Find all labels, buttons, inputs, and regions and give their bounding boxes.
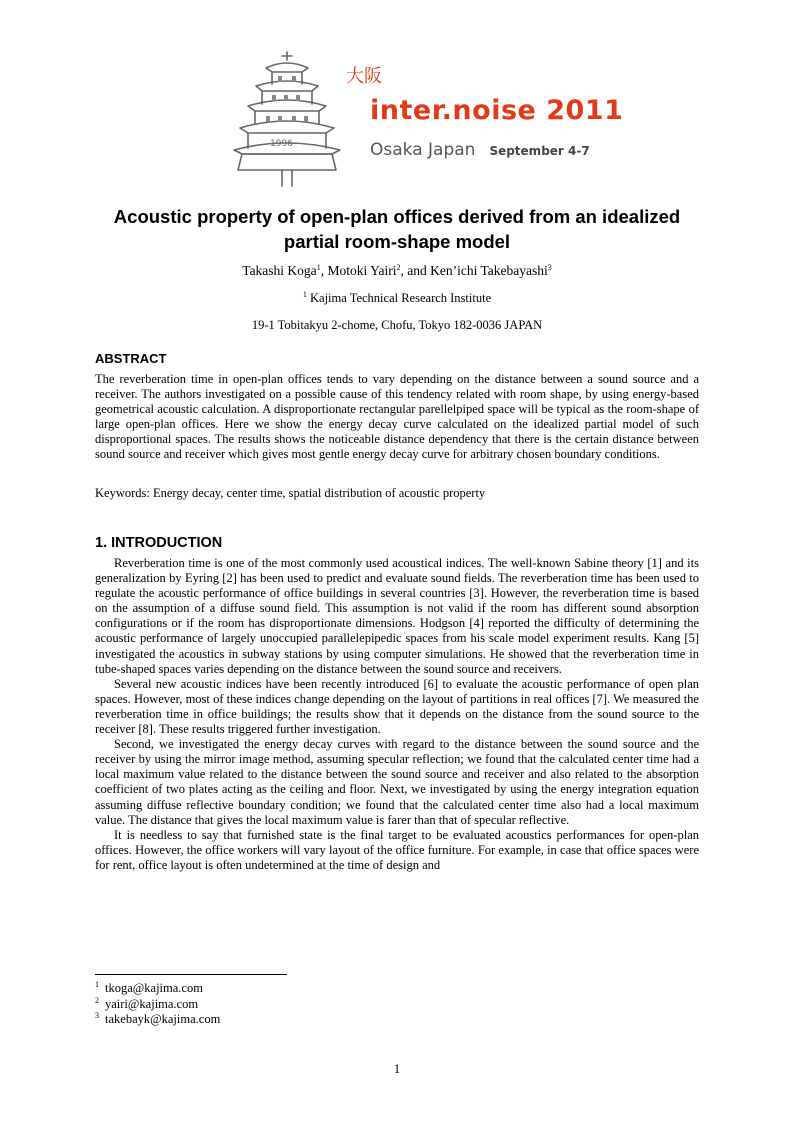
footnote-mark: 3 [95,1011,99,1020]
footnotes [95,981,220,1028]
footnote [95,997,220,1013]
abstract-text: The reverberation time in open-plan offices tends to vary depending on the distance between a sound source and a receiver. The authors investigated on a possible cause of this tendency related with room shape, by using energy-based geometrical acoustic calculation. A disproportionate rectangular parellelpiped space will be typical as the room-shape of large open-plan offices. Here we show the energy decay curve calculated on the idealized partial model of such disproportional spaces. The results shows the noticeable distance dependency that there is the certain distance between sound source and receiver which gives most gentle energy decay curve for arbitrary chosen boundary conditions. [95,372,699,462]
footnote-email: yairi@kajima.com [105,996,199,1011]
logo-name: inter.noise 2011 [370,95,624,126]
footnote-mark: 2 [95,995,99,1005]
footnote [95,981,220,997]
conference-logo [222,48,624,193]
abstract-heading: ABSTRACT [95,351,167,366]
logo-location: Osaka Japan [370,140,476,160]
logo-dates: September 4-7 [489,144,590,158]
footnote-email: tkoga@kajima.com [105,981,203,995]
osaka-castle-icon [222,48,352,188]
introduction-body [95,556,699,873]
author-name: Takashi Koga [242,263,317,278]
page-number: 1 [393,1062,401,1076]
title-line-1: Acoustic property of open-plan offices derived from an idealized [113,206,681,227]
footnote-email: takebayk@kajima.com [105,1012,221,1026]
paper-title [60,204,734,254]
author-separator: , [320,263,328,278]
castle-sign: 1996 [270,139,293,149]
affiliation-name: Kajima Technical Research Institute [310,291,492,305]
author-name: Ken’ichi Takebayashi [430,263,548,278]
affiliation-mark: 1 [302,290,307,299]
affiliation-address: 19-1 Tobitakyu 2-chome, Chofu, Tokyo 182-0036 JAPAN [251,318,543,332]
footnote [95,1012,220,1028]
author-mark: 1 [316,263,321,272]
footnote-mark: 1 [95,980,99,989]
author-mark: 2 [396,263,401,272]
logo-kanji: 大阪 [346,66,382,87]
introduction-paragraph: It is needless to say that furnished state is the final target to be evaluated acoustics performances for open-plan offices. However, the office workers will vary layout of the office furniture. For example, in case that office spaces were for rent, office layout is often undetermined at the time of design and [95,827,699,872]
introduction-paragraph: Several new acoustic indices have been recently introduced [6] to evaluate the acoustic performance of open plan spaces. However, most of these indices change depending on the layout of partitions in real offices [7]. We measured the reverberation time in office buildings; the results show that it depends on the distance from the sound source to the receiver [8]. These results triggered further investigation. [95,676,699,737]
introduction-paragraph: Second, we investigated the energy decay curves with regard to the distance between the sound source and the receiver by using the mirror image method, assuming specular reflection; we found that the calculated center time had a local maximum value related to the distance between the sound source and receiver and also related to the absorption coefficient of two plates acting as the ceiling and floor. Next, we investigated by using the energy integration equation assuming diffuse reflective boundary condition; we found that the calculated center time also had a local maximum value. The distance that gives the local maximum value is farer than that of specular reflective. [95,737,699,827]
introduction-paragraph: Reverberation time is one of the most commonly used acoustical indices. The well-known Sabine theory [1] and its generalization by Eyring [2] has been used to predict and evaluate sound fields. The reverberation time has been used to regulate the acoustic performance of office buildings in several countries [3]. However, the reverberation time is based on the assumption of a diffuse sound field. This assumption is not valid if the room has different sound absorption configurations or if the room has disproportionate dimensions. Hodgson [4] reported the difficulty of determining the acoustic performance of largely unoccupied parallelepipedic spaces from his scale model experiment results. Kang [5] investigated the acoustics in subway stations by using computer simulations. He showed that the reverberation time in tube-shaped spaces varies depending on the distance between the sound source and receivers. [95,556,699,676]
introduction-heading: 1. INTRODUCTION [95,535,223,551]
logo-location-line [370,140,590,160]
author-list [60,263,734,279]
author-name: Motoki Yairi [327,263,397,278]
title-line-2: partial room-shape model [283,231,511,252]
keywords: Keywords: Energy decay, center time, spatial distribution of acoustic property [95,486,486,500]
author-mark: 3 [547,263,552,272]
affiliation [60,291,734,306]
author-separator: , and [400,263,431,278]
footnote-rule [95,974,287,975]
